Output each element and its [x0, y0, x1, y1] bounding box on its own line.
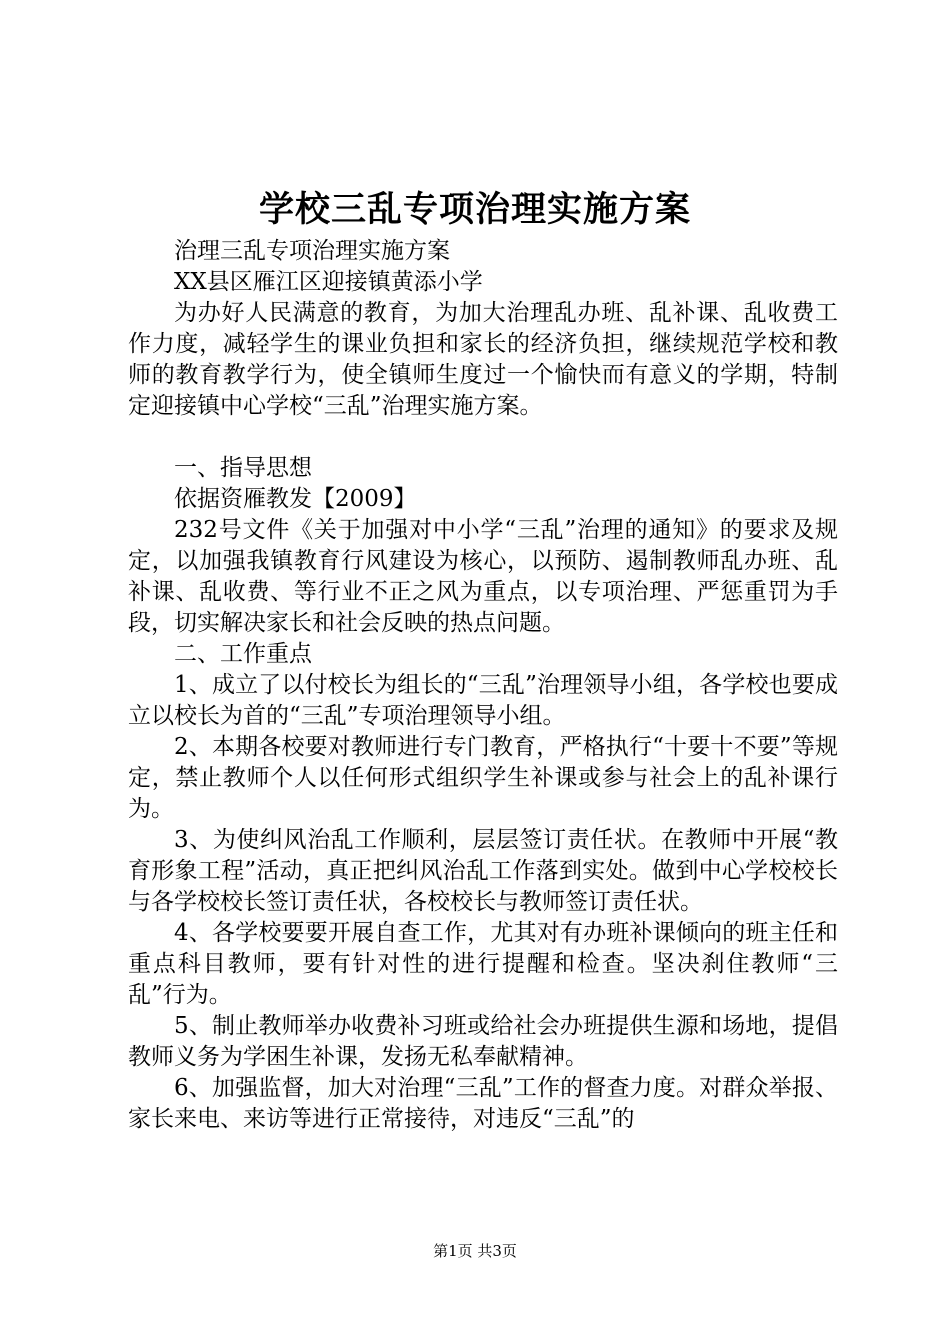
school-name-paragraph: XX县区雁江区迎接镇黄添小学: [174, 269, 483, 295]
work-item-1: 1、成立了以付校长为组长的“三乱”治理领导小组，各学校也要成立以校长为首的“三乱”专项治理领导小组。: [128, 672, 838, 729]
section-heading-work-focus: 二、工作重点: [174, 641, 312, 667]
section-heading-guiding-ideology: 一、指导思想: [174, 455, 312, 481]
work-item-4: 4、各学校要要开展自查工作，尤其对有办班补课倾向的班主任和重点科目教师，要有针对性的进行提醒和检查。坚决刹住教师“三乱”行为。: [128, 920, 838, 1008]
page-footer: 第1页 共3页: [433, 1242, 517, 1260]
basis-paragraph: 依据资雁教发【2009】: [174, 486, 417, 512]
work-item-2: 2、本期各校要对教师进行专门教育，严格执行“十要十不要”等规定，禁止教师个人以任何形式组织学生补课或参与社会上的乱补课行为。: [128, 734, 838, 822]
work-item-5: 5、制止教师举办收费补习班或给社会办班提供生源和场地，提倡教师义务为学困生补课，发扬无私奉献精神。: [128, 1013, 838, 1070]
intro-paragraph: 为办好人民满意的教育，为加大治理乱办班、乱补课、乱收费工作力度，减轻学生的课业负担和家长的经济负担，继续规范学校和教师的教育教学行为，使全镇师生度过一个愉快而有意义的学期，特制定迎接镇中心学校“三乱”治理实施方案。: [128, 300, 838, 419]
subtitle-paragraph: 治理三乱专项治理实施方案: [174, 238, 450, 264]
work-item-3: 3、为使纠风治乱工作顺利，层层签订责任状。在教师中开展“教育形象工程”活动，真正把纠风治乱工作落到实处。做到中心学校校长与各学校校长签订责任状，各校校长与教师签订责任状。: [128, 827, 838, 915]
document-body: [128, 236, 838, 1135]
document-reference-paragraph: 232号文件《关于加强对中小学“三乱”治理的通知》的要求及规定，以加强我镇教育行风建设为核心，以预防、遏制教师乱办班、乱补课、乱收费、等行业不正之风为重点，以专项治理、严惩重罚为手段，切实解决家长和社会反映的热点问题。: [128, 517, 838, 636]
document-title: 学校三乱专项治理实施方案: [258, 189, 691, 230]
work-item-6: 6、加强监督，加大对治理“三乱”工作的督查力度。对群众举报、家长来电、来访等进行正常接待，对违反“三乱”的: [128, 1075, 838, 1132]
